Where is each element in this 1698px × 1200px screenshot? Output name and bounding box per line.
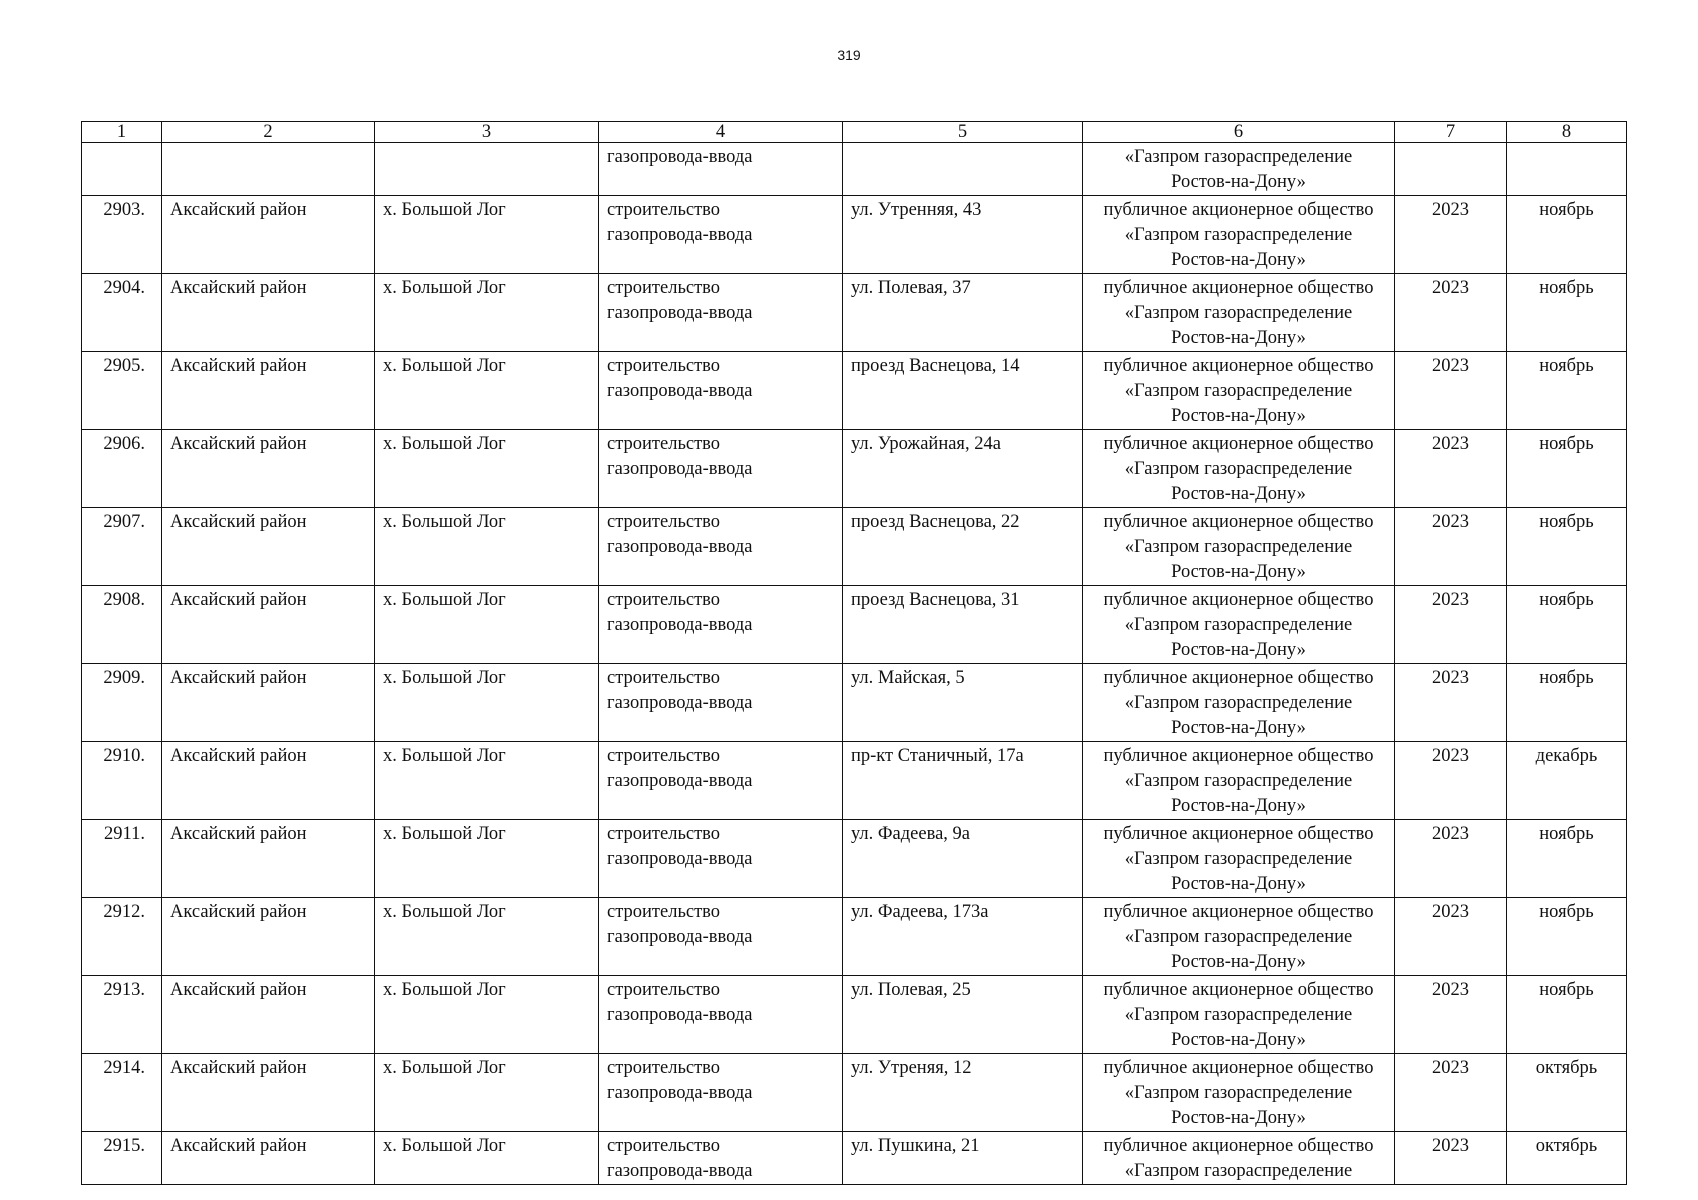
organization-line: Ростов-на-Дону» [1171,328,1306,348]
organization-cell [1083,274,1395,352]
organization-line: Ростов-на-Дону» [1171,718,1306,738]
district-cell: Аксайский район [162,1054,375,1132]
continuation-row [82,143,1627,196]
work-cell [599,508,843,586]
number-cell: 2904. [82,274,162,352]
organization-line: публичное акционерное общество [1103,356,1374,376]
organization-cell [1083,1132,1395,1185]
organization-line: публичное акционерное общество [1103,590,1374,610]
organization-cell [1083,664,1395,742]
work-cell [599,274,843,352]
number-cell: 2906. [82,430,162,508]
organization-cell [1083,898,1395,976]
table-row [82,430,1627,508]
month-cell: ноябрь [1507,664,1627,742]
organization-line: «Газпром газораспределение [1124,381,1353,401]
header-cell: 5 [843,122,1083,143]
address-cell: пр-кт Станичный, 17а [843,742,1083,820]
address-cell: проезд Васнецова, 22 [843,508,1083,586]
work-line: строительство [607,824,721,844]
work-line: строительство [607,356,721,376]
organization-line: «Газпром газораспределение [1124,459,1353,479]
address-cell [843,143,1083,196]
organization-line: публичное акционерное общество [1103,278,1374,298]
month-cell: ноябрь [1507,274,1627,352]
table-row [82,820,1627,898]
work-line: газопровода-ввода [607,849,753,869]
work-line: газопровода-ввода [607,1005,753,1025]
header-cell: 4 [599,122,843,143]
work-line: строительство [607,1058,721,1078]
locality-cell: х. Большой Лог [375,352,599,430]
address-cell: ул. Полевая, 25 [843,976,1083,1054]
work-line: газопровода-ввода [607,303,753,323]
header-cell: 7 [1395,122,1507,143]
organization-line: Ростов-на-Дону» [1171,640,1306,660]
work-line: газопровода-ввода [607,225,753,245]
month-cell [1507,143,1627,196]
locality-cell: х. Большой Лог [375,1054,599,1132]
work-cell [599,976,843,1054]
organization-line: публичное акционерное общество [1103,824,1374,844]
table-row [82,664,1627,742]
number-cell [82,143,162,196]
organization-cell [1083,508,1395,586]
work-line: газопровода-ввода [607,1161,753,1181]
locality-cell: х. Большой Лог [375,274,599,352]
month-cell: октябрь [1507,1132,1627,1185]
table-row [82,586,1627,664]
number-cell: 2914. [82,1054,162,1132]
work-line: строительство [607,746,721,766]
organization-line: Ростов-на-Дону» [1171,406,1306,426]
locality-cell: х. Большой Лог [375,196,599,274]
district-cell: Аксайский район [162,820,375,898]
district-cell: Аксайский район [162,742,375,820]
organization-line: «Газпром газораспределение [1124,693,1353,713]
locality-cell [375,143,599,196]
locality-cell: х. Большой Лог [375,664,599,742]
organization-cell [1083,196,1395,274]
year-cell: 2023 [1395,586,1507,664]
month-cell: ноябрь [1507,820,1627,898]
work-cell [599,143,843,196]
table-row [82,976,1627,1054]
locality-cell: х. Большой Лог [375,898,599,976]
year-cell: 2023 [1395,820,1507,898]
work-line: газопровода-ввода [607,537,753,557]
organization-cell [1083,976,1395,1054]
district-cell: Аксайский район [162,430,375,508]
number-cell: 2915. [82,1132,162,1185]
organization-line: публичное акционерное общество [1103,980,1374,1000]
locality-cell: х. Большой Лог [375,1132,599,1185]
number-cell: 2908. [82,586,162,664]
work-cell [599,742,843,820]
work-line: газопровода-ввода [607,1083,753,1103]
year-cell: 2023 [1395,508,1507,586]
work-cell [599,586,843,664]
organization-line: «Газпром газораспределение [1124,303,1353,323]
address-cell: проезд Васнецова, 31 [843,586,1083,664]
work-cell [599,352,843,430]
work-line: газопровода-ввода [607,459,753,479]
address-cell: ул. Утренняя, 43 [843,196,1083,274]
header-cell: 3 [375,122,599,143]
year-cell: 2023 [1395,1132,1507,1185]
page-number: 319 [837,47,861,63]
table-row [82,1054,1627,1132]
work-line: газопровода-ввода [607,771,753,791]
number-cell: 2909. [82,664,162,742]
work-cell [599,1132,843,1185]
work-line: строительство [607,278,721,298]
header-cell: 6 [1083,122,1395,143]
district-cell: Аксайский район [162,664,375,742]
organization-cell [1083,820,1395,898]
work-line: строительство [607,1136,721,1156]
organization-line: публичное акционерное общество [1103,746,1374,766]
address-cell: ул. Полевая, 37 [843,274,1083,352]
work-line: строительство [607,434,721,454]
address-cell: ул. Фадеева, 9а [843,820,1083,898]
year-cell: 2023 [1395,898,1507,976]
organization-line: «Газпром газораспределение [1124,1161,1353,1181]
year-cell: 2023 [1395,196,1507,274]
number-cell: 2910. [82,742,162,820]
organization-cell [1083,1054,1395,1132]
month-cell: ноябрь [1507,430,1627,508]
month-cell: декабрь [1507,742,1627,820]
number-cell: 2905. [82,352,162,430]
table-row [82,508,1627,586]
year-cell: 2023 [1395,1054,1507,1132]
organization-line: «Газпром газораспределение [1124,147,1353,167]
district-cell: Аксайский район [162,352,375,430]
organization-line: публичное акционерное общество [1103,902,1374,922]
address-cell: ул. Пушкина, 21 [843,1132,1083,1185]
organization-line: публичное акционерное общество [1103,668,1374,688]
month-cell: ноябрь [1507,976,1627,1054]
organization-line: «Газпром газораспределение [1124,771,1353,791]
organization-line: Ростов-на-Дону» [1171,952,1306,972]
district-cell [162,143,375,196]
locality-cell: х. Большой Лог [375,586,599,664]
organization-cell [1083,742,1395,820]
organization-line: Ростов-на-Дону» [1171,250,1306,270]
year-cell [1395,143,1507,196]
organization-line: публичное акционерное общество [1103,434,1374,454]
header-cell: 1 [82,122,162,143]
organization-cell [1083,143,1395,196]
organization-line: Ростов-на-Дону» [1171,1108,1306,1128]
table-row [82,274,1627,352]
work-line: строительство [607,980,721,1000]
district-cell: Аксайский район [162,586,375,664]
work-line: строительство [607,590,721,610]
locality-cell: х. Большой Лог [375,742,599,820]
number-cell: 2907. [82,508,162,586]
locality-cell: х. Большой Лог [375,508,599,586]
organization-cell [1083,430,1395,508]
month-cell: ноябрь [1507,898,1627,976]
organization-line: Ростов-на-Дону» [1171,1030,1306,1050]
address-cell: ул. Фадеева, 173а [843,898,1083,976]
organization-line: Ростов-на-Дону» [1171,484,1306,504]
data-table [81,121,1627,1185]
work-cell [599,664,843,742]
header-cell: 2 [162,122,375,143]
work-cell [599,820,843,898]
organization-line: «Газпром газораспределение [1124,1083,1353,1103]
organization-line: «Газпром газораспределение [1124,927,1353,947]
organization-cell [1083,352,1395,430]
year-cell: 2023 [1395,352,1507,430]
address-cell: ул. Урожайная, 24а [843,430,1083,508]
table-row [82,898,1627,976]
locality-cell: х. Большой Лог [375,820,599,898]
locality-cell: х. Большой Лог [375,430,599,508]
month-cell: ноябрь [1507,352,1627,430]
organization-line: Ростов-на-Дону» [1171,796,1306,816]
month-cell: ноябрь [1507,196,1627,274]
work-line: газопровода-ввода [607,615,753,635]
work-cell [599,898,843,976]
number-cell: 2903. [82,196,162,274]
year-cell: 2023 [1395,274,1507,352]
address-cell: ул. Майская, 5 [843,664,1083,742]
district-cell: Аксайский район [162,976,375,1054]
address-cell: ул. Утреняя, 12 [843,1054,1083,1132]
table-row [82,1132,1627,1185]
number-cell: 2912. [82,898,162,976]
number-cell: 2913. [82,976,162,1054]
number-cell: 2911. [82,820,162,898]
work-line: газопровода-ввода [607,927,753,947]
organization-line: «Газпром газораспределение [1124,615,1353,635]
work-cell [599,196,843,274]
year-cell: 2023 [1395,742,1507,820]
table-header-row [82,122,1627,143]
organization-line: Ростов-на-Дону» [1171,172,1306,192]
district-cell: Аксайский район [162,274,375,352]
locality-cell: х. Большой Лог [375,976,599,1054]
table-row [82,196,1627,274]
organization-line: публичное акционерное общество [1103,200,1374,220]
address-cell: проезд Васнецова, 14 [843,352,1083,430]
year-cell: 2023 [1395,976,1507,1054]
work-line: газопровода-ввода [607,693,753,713]
organization-line: публичное акционерное общество [1103,1136,1374,1156]
work-line: газопровода-ввода [607,147,753,167]
organization-line: «Газпром газораспределение [1124,1005,1353,1025]
month-cell: октябрь [1507,1054,1627,1132]
organization-line: Ростов-на-Дону» [1171,562,1306,582]
work-line: строительство [607,902,721,922]
year-cell: 2023 [1395,430,1507,508]
district-cell: Аксайский район [162,898,375,976]
work-line: газопровода-ввода [607,381,753,401]
organization-line: публичное акционерное общество [1103,1058,1374,1078]
organization-line: публичное акционерное общество [1103,512,1374,532]
work-line: строительство [607,668,721,688]
work-cell [599,1054,843,1132]
organization-line: «Газпром газораспределение [1124,537,1353,557]
work-line: строительство [607,512,721,532]
work-cell [599,430,843,508]
organization-line: «Газпром газораспределение [1124,849,1353,869]
month-cell: ноябрь [1507,586,1627,664]
organization-cell [1083,586,1395,664]
work-line: строительство [607,200,721,220]
header-cell: 8 [1507,122,1627,143]
organization-line: «Газпром газораспределение [1124,225,1353,245]
month-cell: ноябрь [1507,508,1627,586]
year-cell: 2023 [1395,664,1507,742]
table-row [82,742,1627,820]
district-cell: Аксайский район [162,508,375,586]
district-cell: Аксайский район [162,196,375,274]
organization-line: Ростов-на-Дону» [1171,874,1306,894]
table-row [82,352,1627,430]
district-cell: Аксайский район [162,1132,375,1185]
